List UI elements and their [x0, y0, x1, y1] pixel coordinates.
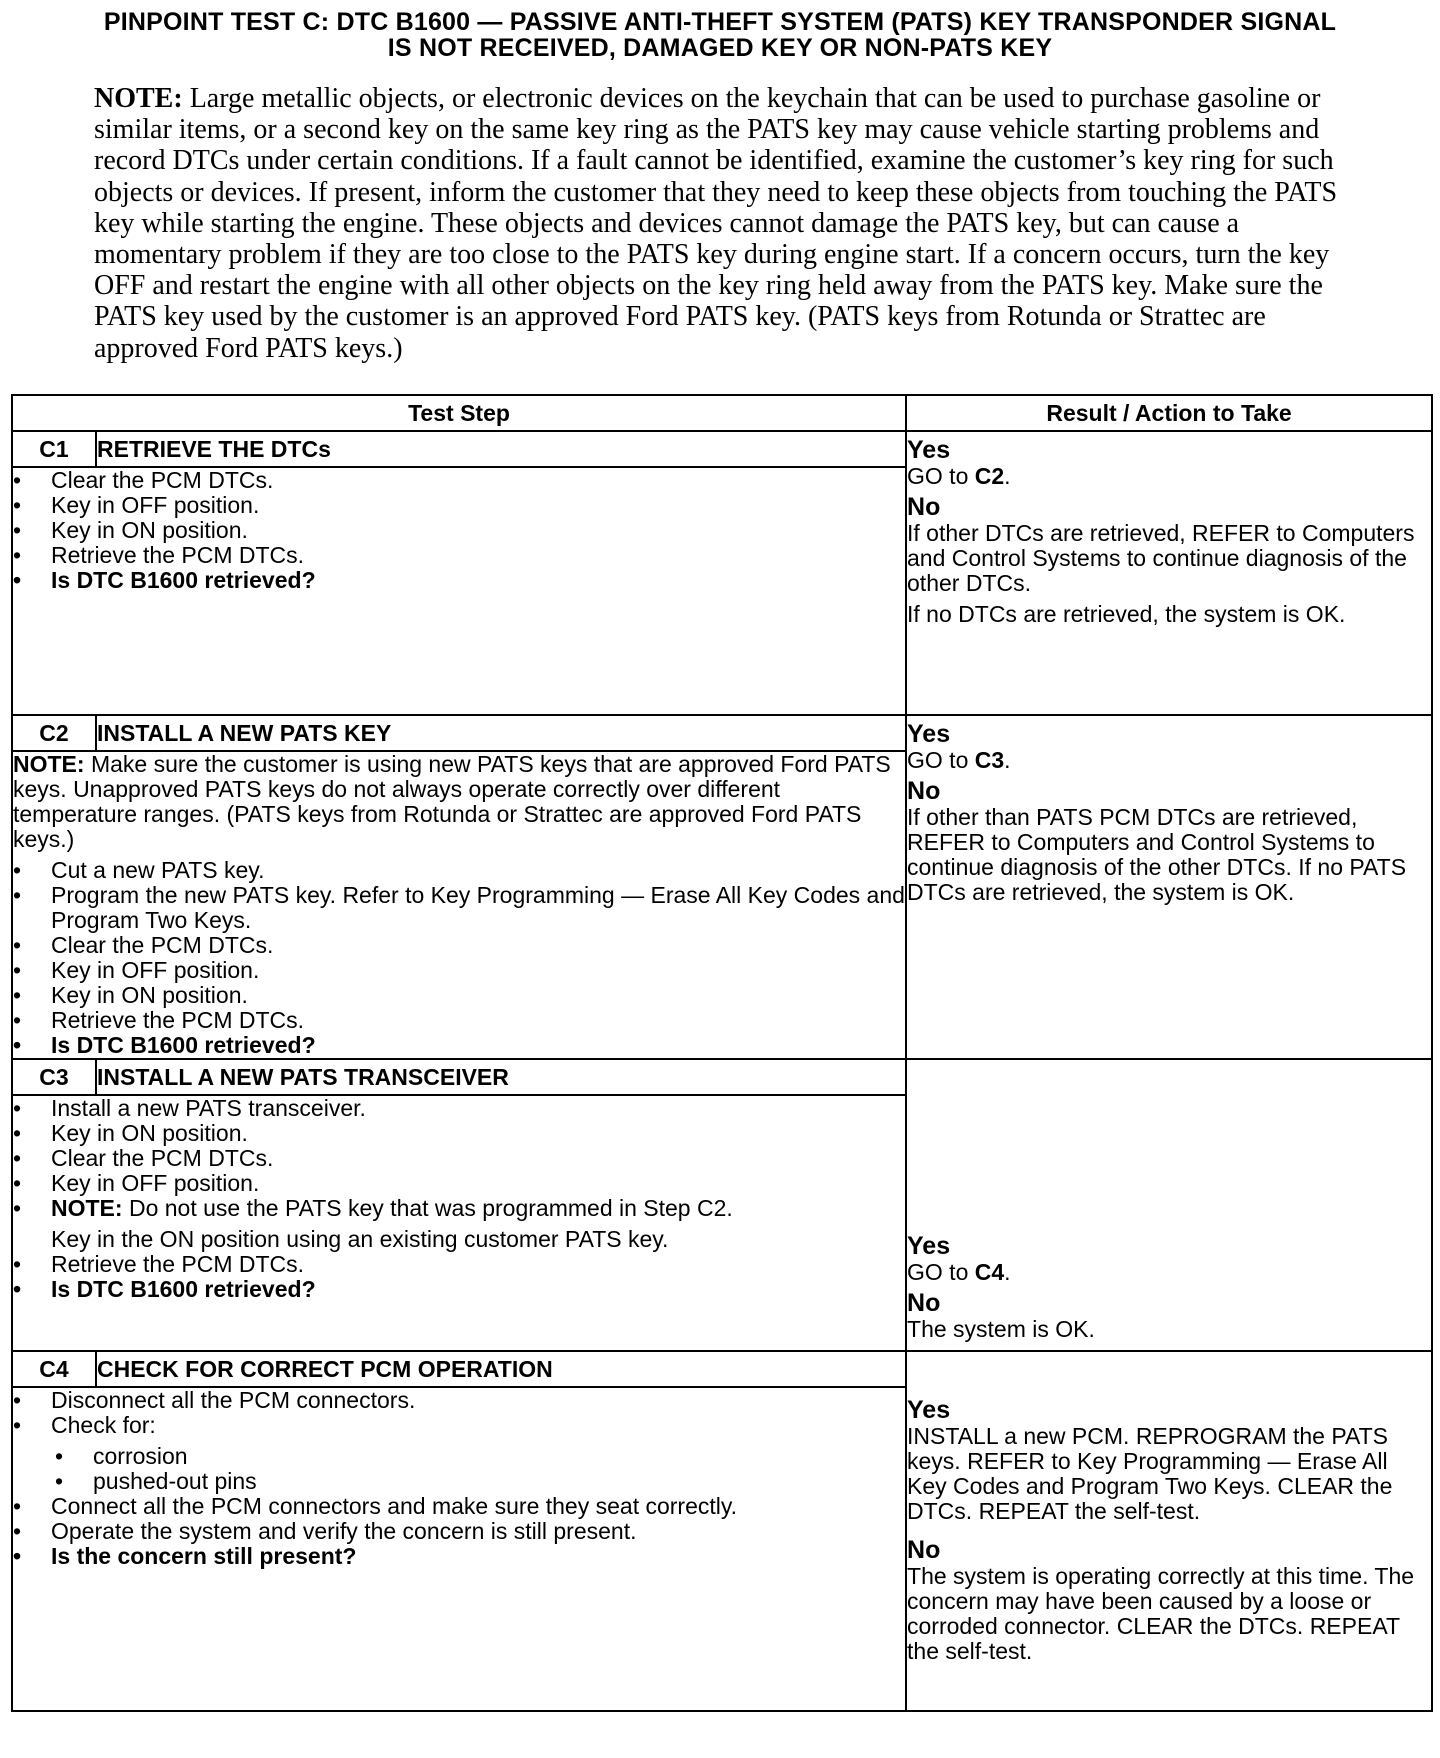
yes-action: GO to C4. — [907, 1259, 1011, 1285]
note-label: NOTE: — [51, 1195, 123, 1221]
title-line-1: PINPOINT TEST C: DTC B1600 — PASSIVE ANTI-THEFT SYSTEM (PATS) KEY TRANSPONDER SIGNAL — [103, 8, 1337, 36]
no-action: If other than PATS PCM DTCs are retrieved, REFER to Computers and Control Systems to continue diagnosis of the other DTCs. If no PATS DTCs are retrieved, the system is OK. — [907, 804, 1407, 905]
list-item: • Connect all the PCM connectors and make sure they seat correctly. — [13, 1494, 905, 1519]
intro-note — [94, 83, 1360, 364]
step-id: C2 — [12, 715, 96, 751]
list-item: • Check for: • corrosion • pushed-out pins — [13, 1413, 905, 1494]
no-label: No — [907, 777, 941, 805]
note-text: Do not use the PATS key that was programmed in Step C2. — [128, 1195, 733, 1221]
step-c1-body — [12, 467, 906, 715]
no-label: No — [907, 1289, 941, 1317]
step-title: INSTALL A NEW PATS KEY — [96, 715, 906, 751]
list-item: • Key in ON position. — [13, 1121, 905, 1146]
step-c3-result — [906, 1059, 1432, 1351]
note-label: NOTE: — [94, 83, 183, 114]
yes-action: INSTALL a new PCM. REPROGRAM the PATS keys. REFER to Key Programming — Erase All Key Codes and Program Two Keys. CLEAR the DTCs. REPEAT the self-test. — [907, 1423, 1393, 1524]
page-title — [10, 0, 1430, 61]
header-test-step: Test Step — [12, 395, 906, 431]
list-item: • Key in ON position. — [13, 518, 905, 543]
question: • Is DTC B1600 retrieved? — [13, 568, 905, 593]
list-item: • Cut a new PATS key. — [13, 858, 905, 883]
list-item: • Operate the system and verify the concern is still present. — [13, 1519, 905, 1544]
list-item: • Retrieve the PCM DTCs. — [13, 1008, 905, 1033]
sub-list — [51, 1444, 905, 1494]
pinpoint-table — [11, 394, 1433, 1712]
header-result: Result / Action to Take — [906, 395, 1432, 431]
no-action: The system is operating correctly at this time. The concern may have been caused by a loose or corroded connector. CLEAR the DTCs. REPEAT the self-test. — [907, 1563, 1415, 1664]
sub-list-item: • corrosion — [55, 1444, 905, 1469]
step-note — [13, 752, 905, 852]
yes-label: Yes — [907, 1232, 951, 1260]
step-title: CHECK FOR CORRECT PCM OPERATION — [96, 1351, 906, 1387]
no-action: The system is OK. — [907, 1316, 1095, 1342]
list-item: • Disconnect all the PCM connectors. — [13, 1388, 905, 1413]
no-action: If other DTCs are retrieved, REFER to Computers and Control Systems to continue diagnosis of the other DTCs. — [907, 520, 1415, 596]
table-header-row — [12, 395, 1432, 431]
list-item: • Key in OFF position. — [13, 958, 905, 983]
question: • Is DTC B1600 retrieved? — [13, 1277, 905, 1302]
step-list — [13, 468, 905, 593]
list-item: • Retrieve the PCM DTCs. — [13, 1252, 905, 1277]
step-c4-title-row — [12, 1351, 1432, 1387]
list-item: • Clear the PCM DTCs. — [13, 1146, 905, 1171]
step-list — [13, 858, 905, 1058]
no-label: No — [907, 1536, 941, 1564]
step-c2-body — [12, 751, 906, 1059]
step-id: C3 — [12, 1059, 96, 1095]
no-action-2: If no DTCs are retrieved, the system is OK. — [907, 601, 1346, 627]
question: • Is DTC B1600 retrieved? — [13, 1033, 905, 1058]
step-list — [13, 1388, 905, 1569]
note-text: Large metallic objects, or electronic devices on the keychain that can be used to purchase gasoline or similar items, or a second key on the same key ring as the PATS key may cause vehicle starting problems and record DTCs under certain conditions. If a fault cannot be identified, examine the customer’s key ring for such objects or devices. If present, inform the customer that they need to keep these objects from touching the PATS key while starting the engine. These objects and devices cannot damage the PATS key, but can cause a momentary problem if they are too close to the PATS key during engine start. If a concern occurs, turn the key OFF and restart the engine with all other objects on the key ring held away from the PATS key. Make sure the PATS key used by the customer is an approved Ford PATS key. (PATS keys from Rotunda or Strattec are approved Ford PATS keys.) — [94, 83, 1338, 364]
step-id: C1 — [12, 431, 96, 467]
list-item: • Key in OFF position. — [13, 493, 905, 518]
question: • Is the concern still present? — [13, 1544, 905, 1569]
note-label: NOTE: — [13, 751, 85, 777]
step-c3-body — [12, 1095, 906, 1351]
step-title: RETRIEVE THE DTCs — [96, 431, 906, 467]
step-c2-title-row — [12, 715, 1432, 751]
note-text: Make sure the customer is using new PATS keys that are approved Ford PATS keys. Unapproved PATS keys do not always operate correctly over different temperature ranges. (PATS keys from Rotunda or Strattec are approved Ford PATS keys.) — [13, 751, 891, 852]
list-item: • Key in OFF position. — [13, 1171, 905, 1196]
yes-action: GO to C2. — [907, 463, 1011, 489]
list-item: • Retrieve the PCM DTCs. — [13, 543, 905, 568]
title-line-2: IS NOT RECEIVED, DAMAGED KEY OR NON-PATS KEY — [387, 34, 1053, 62]
step-c3-title-row — [12, 1059, 1432, 1095]
list-item: • Key in ON position. — [13, 983, 905, 1008]
yes-label: Yes — [907, 436, 951, 464]
step-c1-title-row — [12, 431, 1432, 467]
no-label: No — [907, 493, 941, 521]
yes-action: GO to C3. — [907, 747, 1011, 773]
step-list — [13, 1096, 905, 1302]
step-title: INSTALL A NEW PATS TRANSCEIVER — [96, 1059, 906, 1095]
step-id: C4 — [12, 1351, 96, 1387]
list-item: • Install a new PATS transceiver. — [13, 1096, 905, 1121]
list-item: • Clear the PCM DTCs. — [13, 933, 905, 958]
step-c4-body — [12, 1387, 906, 1711]
list-item: • Program the new PATS key. Refer to Key Programming — Erase All Key Codes and Program Two Keys. — [13, 883, 905, 933]
step-c1-result — [906, 431, 1432, 715]
note-continuation: Key in the ON position using an existing customer PATS key. — [51, 1226, 669, 1252]
step-c4-result — [906, 1351, 1432, 1711]
list-item — [13, 1196, 905, 1252]
yes-label: Yes — [907, 720, 951, 748]
list-item: • Clear the PCM DTCs. — [13, 468, 905, 493]
yes-label: Yes — [907, 1396, 951, 1424]
sub-list-item: • pushed-out pins — [55, 1469, 905, 1494]
step-c2-result — [906, 715, 1432, 1059]
